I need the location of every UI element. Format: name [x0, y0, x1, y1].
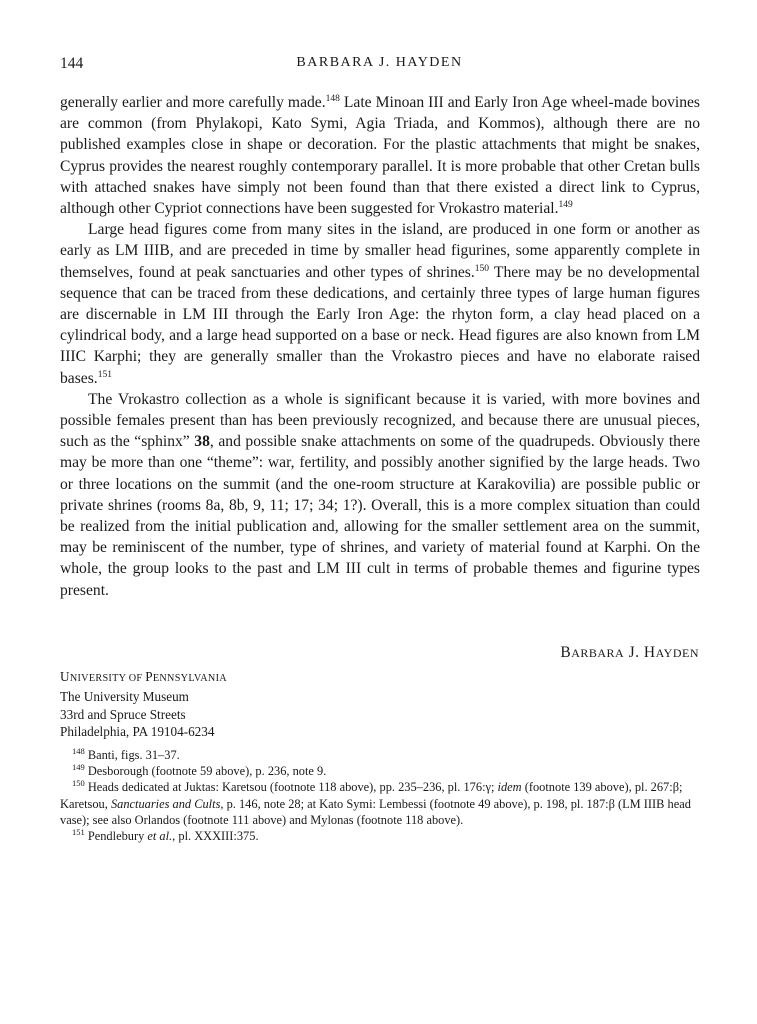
signature-last-rest: AYDEN: [655, 646, 699, 660]
footnote-151: [60, 828, 700, 844]
catalogue-number: 38: [194, 433, 210, 451]
address-university: [60, 668, 227, 688]
footnote-148-text: Banti, figs. 31–37.: [84, 748, 180, 762]
footnote-148: [60, 747, 700, 763]
author-signature: [560, 644, 699, 662]
paragraph-2-text-b: There may be no developmental sequence that can be traced from these dedications, and certainly three types of large human figures are discernable in LM III through the Early Iron Age: the rhyton form, a clay head placed on a cylindrical body, and a large head supported on a base or neck. Head figures are also known from LM IIIC Karphi; they are generally smaller than the Vrokastro pieces and have no elaborate raised bases.: [60, 263, 700, 387]
footnote-151-etal: et al.: [147, 829, 173, 844]
paragraph-1-text-b: Late Minoan III and Early Iron Age wheel-made bovines are common (from Phylakopi, Kato Symi, Agia Triada, and Kommos), although there are no published examples close in shape or decoration. For the plastic attachments that might be snakes, Cyprus provides the nearest roughly contemporary parallel. It is more probable that other Cretan bulls with attached snakes have simply not been found than that there existed a direct link to Cyprus, although other Cypriot connections have been suggested for Vrokastro material.: [60, 94, 700, 218]
footnote-150-idem: idem: [497, 780, 522, 795]
uni-initial-u: U: [60, 669, 70, 684]
footnote-149: [60, 763, 700, 779]
paragraph-1: [60, 92, 700, 219]
footnote-ref-149[interactable]: 149: [558, 200, 573, 211]
signature-first-rest: ARBARA: [571, 646, 625, 660]
signature-initial-h: H: [643, 644, 656, 661]
footnote-ref-150[interactable]: 150: [474, 263, 490, 274]
footnote-149-number: 149: [72, 762, 85, 773]
address-museum: The University Museum: [60, 688, 189, 704]
address-street: 33rd and Spruce Streets: [60, 706, 186, 722]
address-city: Philadelphia, PA 19104-6234: [60, 724, 215, 740]
paragraph-2: [60, 219, 700, 389]
page-number: 144: [60, 55, 84, 72]
footnote-150-text-b: (footnote 139 above), pl. 267:β; Karetsou,: [60, 780, 683, 811]
footnote-151-number: 151: [72, 827, 85, 838]
paragraph-3-text-b: , and possible snake attachments on some of the quadrupeds. Obviously there may be more than one “theme”: war, fertility, and possibly another signified by the large heads. Two or three locations on the summit (and the one-room structure at Karakovilia) are possible public or private shrines (rooms 8a, 8b, 9, 11; 17; 34; 1?). Overall, this is a more complex situation than could be realized from the initial publication and, allowing for the smaller settlement area on the summit, may be reminiscent of the number, type of shrines, and variety of material found at Karphi. On the whole, the group looks to the past and LM III cult in terms of probable themes and figurine types present.: [60, 433, 700, 599]
footnote-150-title: Sanctuaries and Cults: [110, 796, 221, 811]
uni-rest-2: ENNSYLVANIA: [152, 673, 227, 684]
footnote-ref-151[interactable]: 151: [97, 369, 112, 380]
footnote-148-number: 148: [72, 746, 85, 756]
footnote-ref-148[interactable]: 148: [325, 94, 340, 104]
footnote-150: [60, 779, 700, 828]
uni-initial-p: P: [145, 669, 153, 684]
signature-middle: J.: [624, 644, 644, 661]
uni-rest-1: NIVERSITY OF: [69, 673, 146, 684]
footnote-150-number: 150: [72, 778, 85, 789]
signature-initial-b: B: [560, 644, 572, 661]
running-head: [60, 55, 699, 77]
author-address: [60, 668, 227, 741]
paragraph-1-text-a: generally earlier and more carefully made.: [60, 94, 326, 111]
footnote-151-text-b: , pl. XXXIII:375.: [172, 829, 259, 844]
running-head-author: BARBARA J. HAYDEN: [296, 55, 463, 70]
footnotes: [60, 747, 700, 844]
footnote-150-text-a: Heads dedicated at Juktas: Karetsou (footnote 118 above), pp. 235–236, pl. 176:γ;: [84, 780, 498, 795]
paragraph-2-text-a: Large head figures come from many sites in the island, are produced in one form or another as early as LM IIIB, and are preceded in time by smaller head figurines, some apparently complete in themselves, found at peak sanctuaries and other types of shrines.: [60, 221, 700, 281]
footnote-151-text-a: Pendlebury: [84, 829, 148, 844]
paragraph-3: [60, 389, 700, 601]
footnote-149-text: Desborough (footnote 59 above), p. 236, note 9.: [84, 764, 327, 779]
paragraph-3-text-a: The Vrokastro collection as a whole is significant because it is varied, with more bovines and possible females present than has been previously recognized, and because there are unusual pieces, such as the “sphinx”: [60, 390, 700, 451]
footnote-150-text-c: , p. 146, note 28; at Kato Symi: Lembessi (footnote 49 above), p. 198, pl. 187:β (LM IIIB head vase); see also Orlandos (footnote 111 above) and Mylonas (footnote 118 above).: [60, 796, 691, 827]
body-text: [60, 92, 700, 601]
